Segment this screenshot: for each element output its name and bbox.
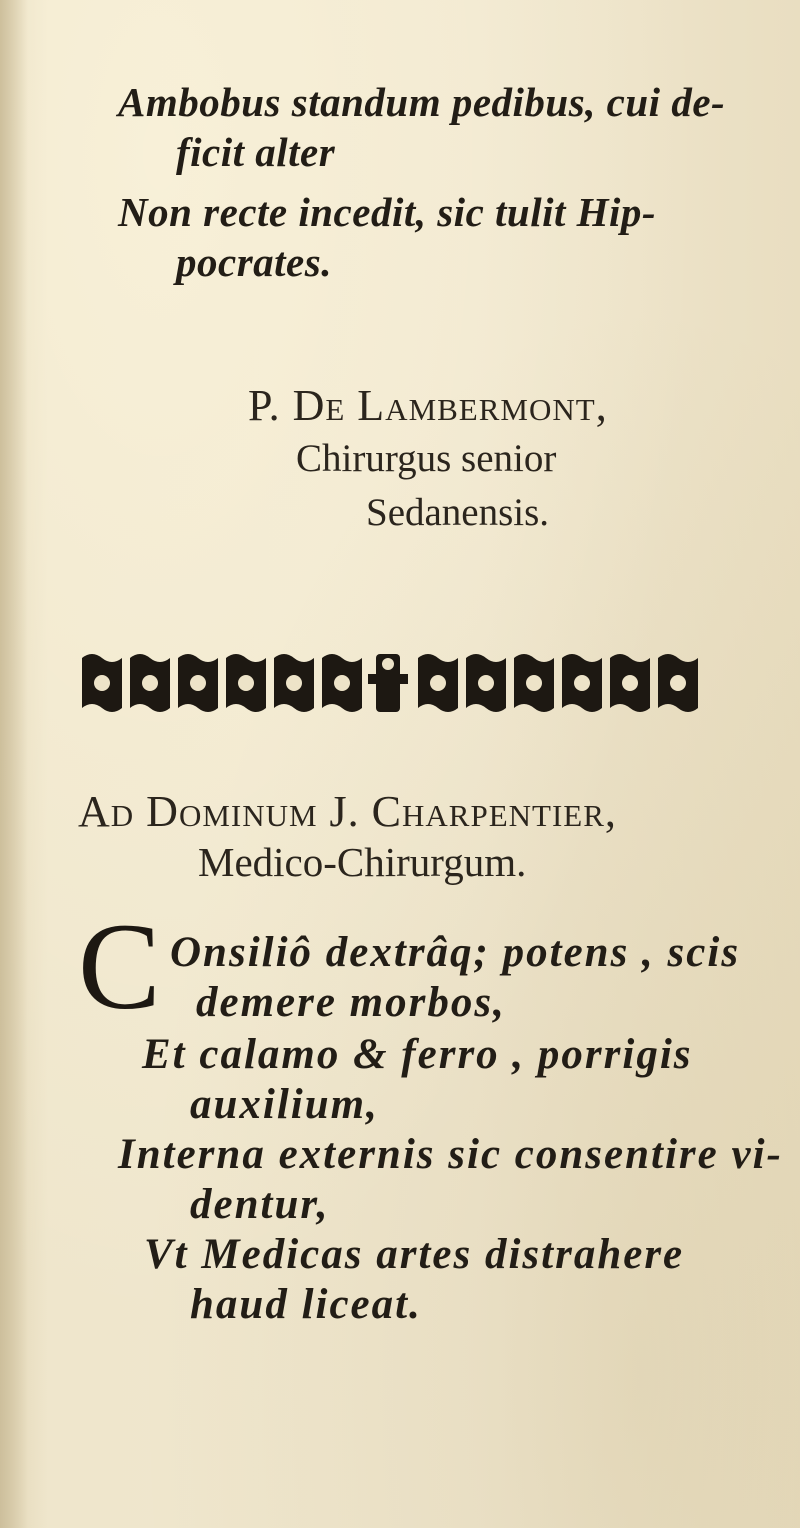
poem2-line-5: Interna externis sic consentire vi-: [118, 1131, 783, 1178]
signature-title: Chirurgus senior: [296, 437, 557, 480]
poem2-line-8: haud liceat.: [190, 1281, 422, 1328]
poem2-line-4: auxilium,: [190, 1081, 379, 1128]
signature-name: P. De Lambermont,: [248, 381, 608, 430]
poem1-line-3: Non recte incedit, sic tulit Hip-: [118, 189, 657, 235]
poem1-line-2: ficit alter: [176, 129, 336, 175]
poem1-line-1: Ambobus standum pedibus, cui de-: [118, 79, 726, 125]
ornament-band: [78, 648, 698, 718]
heading-line-1: [78, 786, 617, 837]
ornament-motif: [82, 654, 122, 712]
poem2-line-6: dentur,: [190, 1181, 330, 1228]
poem1-line-4: pocrates.: [176, 239, 332, 285]
poem2-line-7: Vt Medicas artes distrahere: [144, 1231, 685, 1278]
drop-cap-letter: C: [78, 898, 161, 1035]
heading-text: Ad Dominum J. Charpentier,: [78, 787, 617, 836]
poem2-line-3: Et calamo & ferro , porrigis: [142, 1031, 693, 1078]
page-gutter-shadow: [0, 0, 28, 1528]
heading-line-2: Medico-Chirurgum.: [198, 839, 527, 885]
poem2-line-2: demere morbos,: [196, 979, 506, 1026]
poem2-line-1: Onsiliô dextrâq; potens , scis: [170, 929, 741, 976]
signature-place: Sedanensis.: [366, 491, 550, 534]
